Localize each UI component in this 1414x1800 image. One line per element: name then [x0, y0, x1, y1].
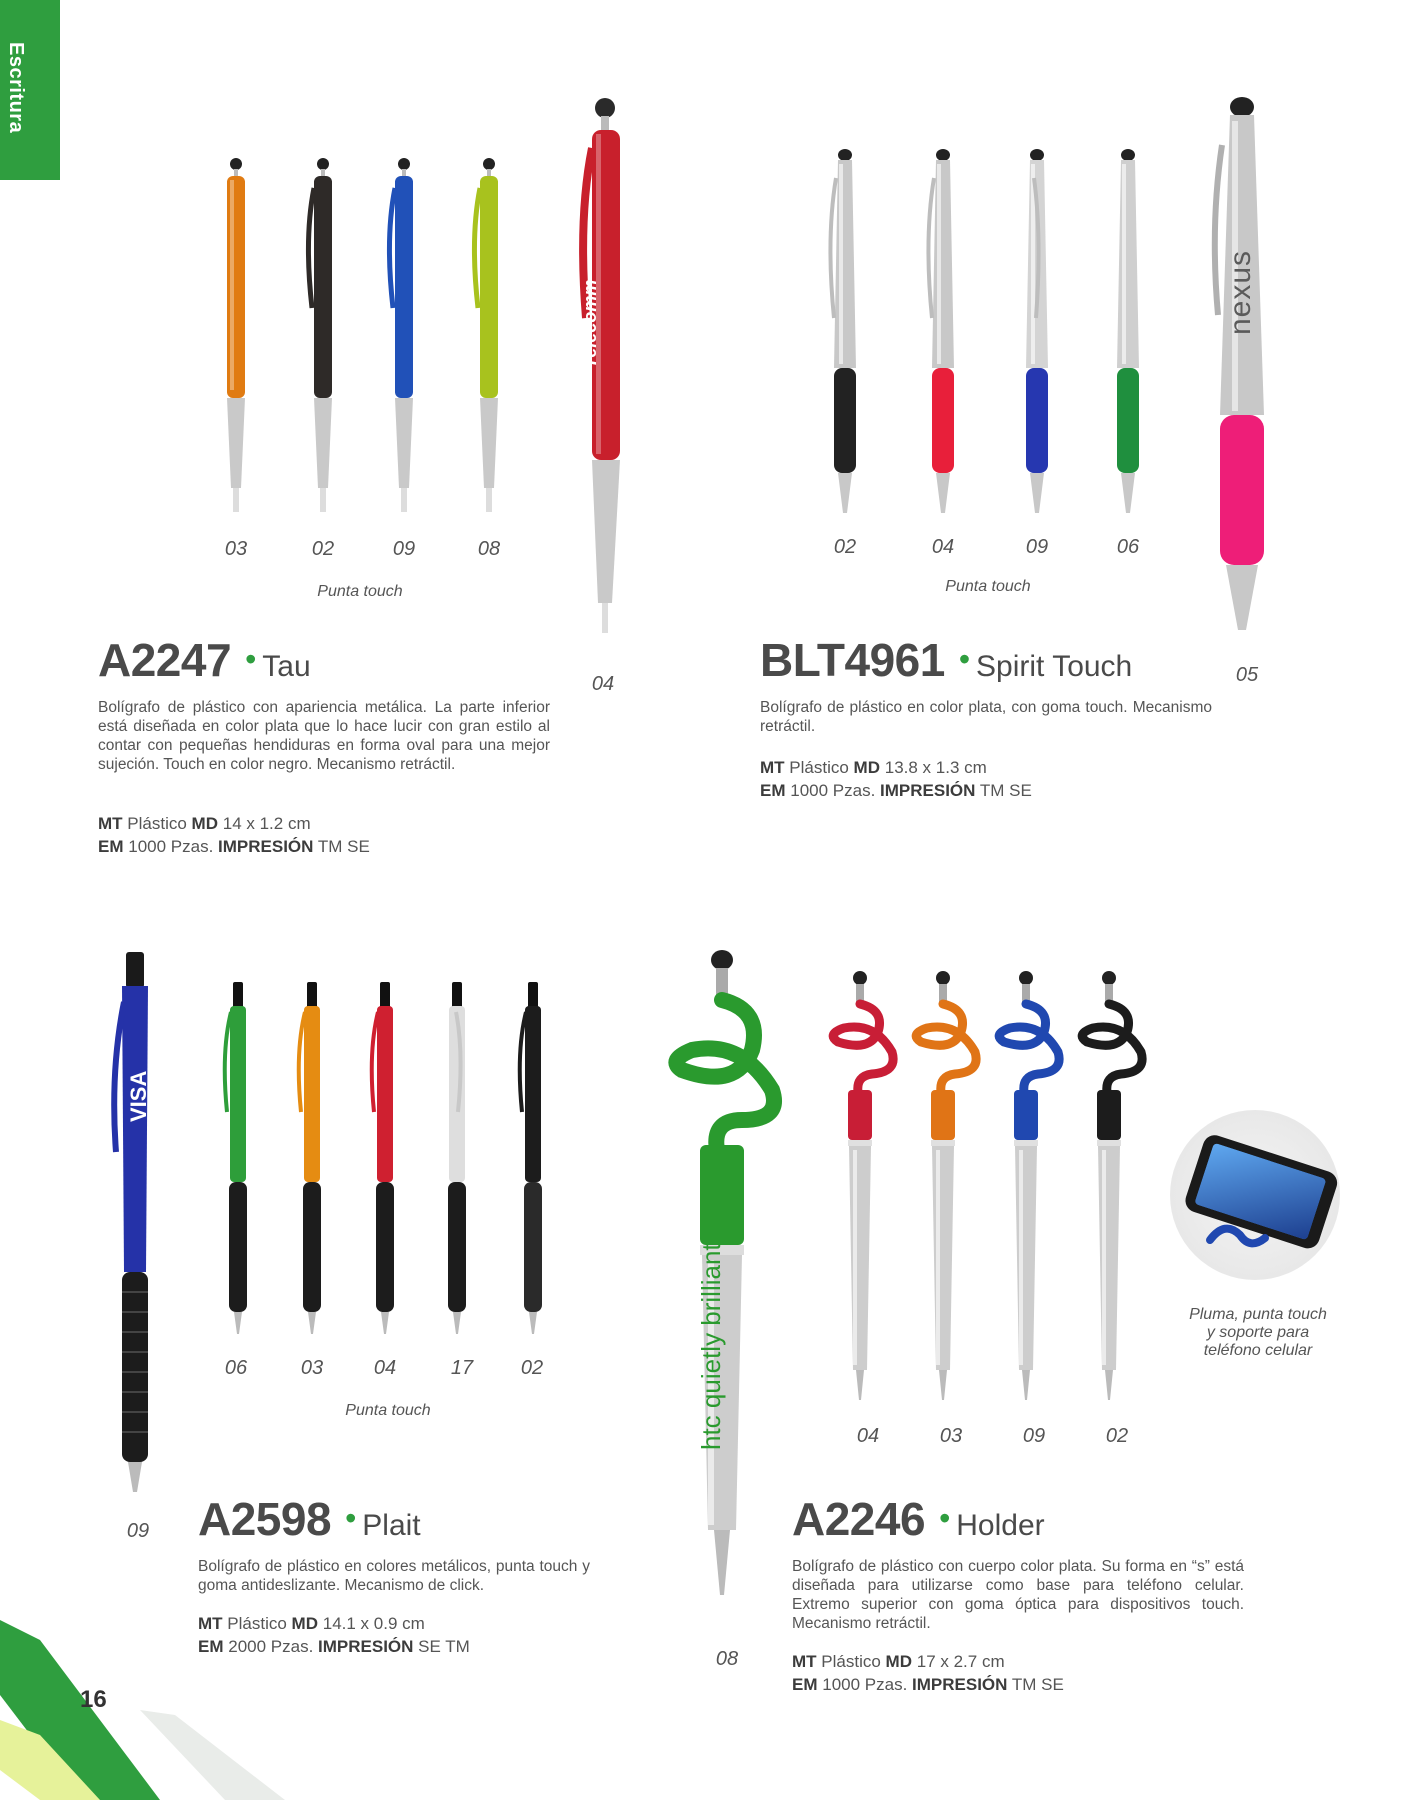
product-title [792, 1492, 1045, 1546]
feature-note: Punta touch [317, 583, 403, 600]
variant-label: 02 [1105, 1425, 1129, 1447]
product-description: Bolígrafo de plástico con cuerpo color plata. Su forma en “s” está diseñada para utilizarse como base para teléfono celular. Extremo superior con goma óptica para dispositivos touch. Mecanismo retráctil. [792, 1558, 1244, 1632]
logo-nexus-text: nexus [1224, 249, 1257, 335]
pen-a2598-09 [110, 952, 160, 1502]
bullet-dot: • [245, 641, 257, 677]
product-name: Holder [956, 1509, 1045, 1542]
spec-packing: 1000 Pzas. [822, 1675, 908, 1694]
spec-material: Plástico [227, 1614, 287, 1633]
product-code: A2598 [198, 1493, 332, 1545]
spec-material: Plástico [821, 1652, 881, 1671]
product-specs [98, 812, 550, 858]
phone-holder-photo [1170, 1110, 1340, 1280]
logo-htc [696, 1243, 727, 1450]
pen-blt4961-04 [928, 148, 958, 520]
variant-label: 06 [224, 1357, 248, 1379]
variant-label: 08 [715, 1648, 739, 1670]
product-description: Bolígrafo de plástico en colores metálicos, punta touch y goma antideslizante. Mecanismo de click. [198, 1558, 590, 1594]
spec-label: IMPRESIÓN [912, 1675, 1008, 1694]
pen-a2247-04 [580, 98, 630, 638]
variant-label: 06 [1116, 536, 1140, 558]
product-specs [760, 756, 1212, 802]
spec-printing: TM SE [979, 781, 1032, 800]
spec-printing: TM SE [1011, 1675, 1064, 1694]
pen-a2598-03 [299, 982, 325, 1342]
spec-label: MT [760, 758, 785, 777]
variant-label: 08 [477, 538, 501, 560]
spec-material: Plástico [789, 758, 849, 777]
spec-label: MD [853, 758, 880, 777]
pen-a2246-04 [830, 970, 900, 1410]
corner-stripes-decoration [0, 1620, 300, 1800]
variant-label: 04 [591, 673, 615, 695]
variant-label: 17 [450, 1357, 474, 1379]
variant-label: 03 [939, 1425, 963, 1447]
spec-label: MD [291, 1614, 318, 1633]
variant-label: 02 [520, 1357, 544, 1379]
variant-label: 04 [373, 1357, 397, 1379]
section-tab [0, 0, 60, 180]
product-code: BLT4961 [760, 634, 945, 686]
bullet-dot: • [345, 1500, 357, 1536]
logo-telecomm-text: Telecomm [580, 279, 600, 368]
product-description: Bolígrafo de plástico con apariencia metálica. La parte inferior está diseñada en color plata que lo hace lucir con gran estilo al contar con pequeñas hendiduras en forma oval para una mejor sujeción. Touch en color negro. Mecanismo retráctil. [98, 699, 550, 773]
spec-dimensions: 14.1 x 0.9 cm [322, 1614, 425, 1633]
pen-a2247-02 [310, 158, 336, 518]
section-tab-label: Escritura [5, 42, 27, 134]
variant-label: 03 [224, 538, 248, 560]
variant-label: 02 [833, 536, 857, 558]
variant-label: 05 [1235, 664, 1259, 686]
spec-dimensions: 17 x 2.7 cm [916, 1652, 1005, 1671]
spec-label: IMPRESIÓN [218, 837, 314, 856]
logo-htc-text: htc quietly brilliant [696, 1243, 726, 1450]
pen-a2247-09 [391, 158, 417, 518]
spec-label: MT [98, 814, 123, 833]
spec-label: IMPRESIÓN [318, 1637, 414, 1656]
spec-dimensions: 14 x 1.2 cm [222, 814, 311, 833]
spec-label: EM [98, 837, 124, 856]
pen-a2246-08 [672, 950, 782, 1610]
spec-label: EM [198, 1637, 224, 1656]
product-name: Tau [262, 650, 311, 683]
spec-dimensions: 13.8 x 1.3 cm [884, 758, 987, 777]
product-title [198, 1492, 421, 1546]
pen-a2598-06 [225, 982, 251, 1342]
product-code: A2246 [792, 1493, 926, 1545]
variant-label: 04 [856, 1425, 880, 1447]
pen-a2246-09 [996, 970, 1066, 1410]
spec-label: IMPRESIÓN [880, 781, 976, 800]
pen-a2246-03 [913, 970, 983, 1410]
variant-label: 09 [1025, 536, 1049, 558]
page-number: 16 [80, 1686, 107, 1713]
pen-a2598-04 [372, 982, 398, 1342]
variant-label: 03 [300, 1357, 324, 1379]
product-description: Bolígrafo de plástico en color plata, con goma touch. Mecanismo retráctil. [760, 699, 1212, 735]
product-title [760, 633, 1132, 687]
pen-blt4961-09 [1022, 148, 1052, 520]
product-code: A2247 [98, 634, 232, 686]
pen-blt4961-02 [830, 148, 860, 520]
logo-telecomm [580, 279, 601, 368]
pen-a2247-03 [223, 158, 249, 518]
variant-label: 09 [126, 1520, 150, 1542]
logo-nexus [1224, 250, 1258, 335]
bullet-dot: • [939, 1500, 951, 1536]
spec-packing: 2000 Pzas. [228, 1637, 314, 1656]
logo-visa [126, 1071, 152, 1122]
spec-label: MD [885, 1652, 912, 1671]
variant-label: 09 [1022, 1425, 1046, 1447]
bullet-dot: • [958, 641, 971, 677]
product-title [98, 633, 311, 687]
product-specs [792, 1650, 1244, 1696]
feature-note: Punta touch [945, 578, 1031, 595]
feature-note: Punta touch [345, 1402, 431, 1419]
feature-note: Pluma, punta touch y soporte para teléfono celular [1189, 1306, 1327, 1359]
variant-label: 02 [311, 538, 335, 560]
product-name: Plait [362, 1509, 421, 1542]
pen-a2247-08 [476, 158, 502, 518]
spec-material: Plástico [127, 814, 187, 833]
spec-printing: SE TM [418, 1637, 470, 1656]
spec-label: MT [792, 1652, 817, 1671]
spec-label: MD [191, 814, 218, 833]
variant-label: 04 [931, 536, 955, 558]
spec-label: EM [760, 781, 786, 800]
pen-a2246-02 [1079, 970, 1149, 1410]
spec-label: EM [792, 1675, 818, 1694]
spec-label: MT [198, 1614, 223, 1633]
spec-packing: 1000 Pzas. [128, 837, 214, 856]
logo-visa-text: VISA [126, 1070, 151, 1122]
pen-blt4961-05 [1212, 95, 1272, 635]
pen-a2598-17 [444, 982, 470, 1342]
product-name: Spirit Touch [976, 650, 1133, 683]
variant-label: 09 [392, 538, 416, 560]
pen-a2598-02 [520, 982, 546, 1342]
pen-blt4961-06 [1113, 148, 1143, 520]
spec-packing: 1000 Pzas. [790, 781, 876, 800]
spec-printing: TM SE [317, 837, 370, 856]
